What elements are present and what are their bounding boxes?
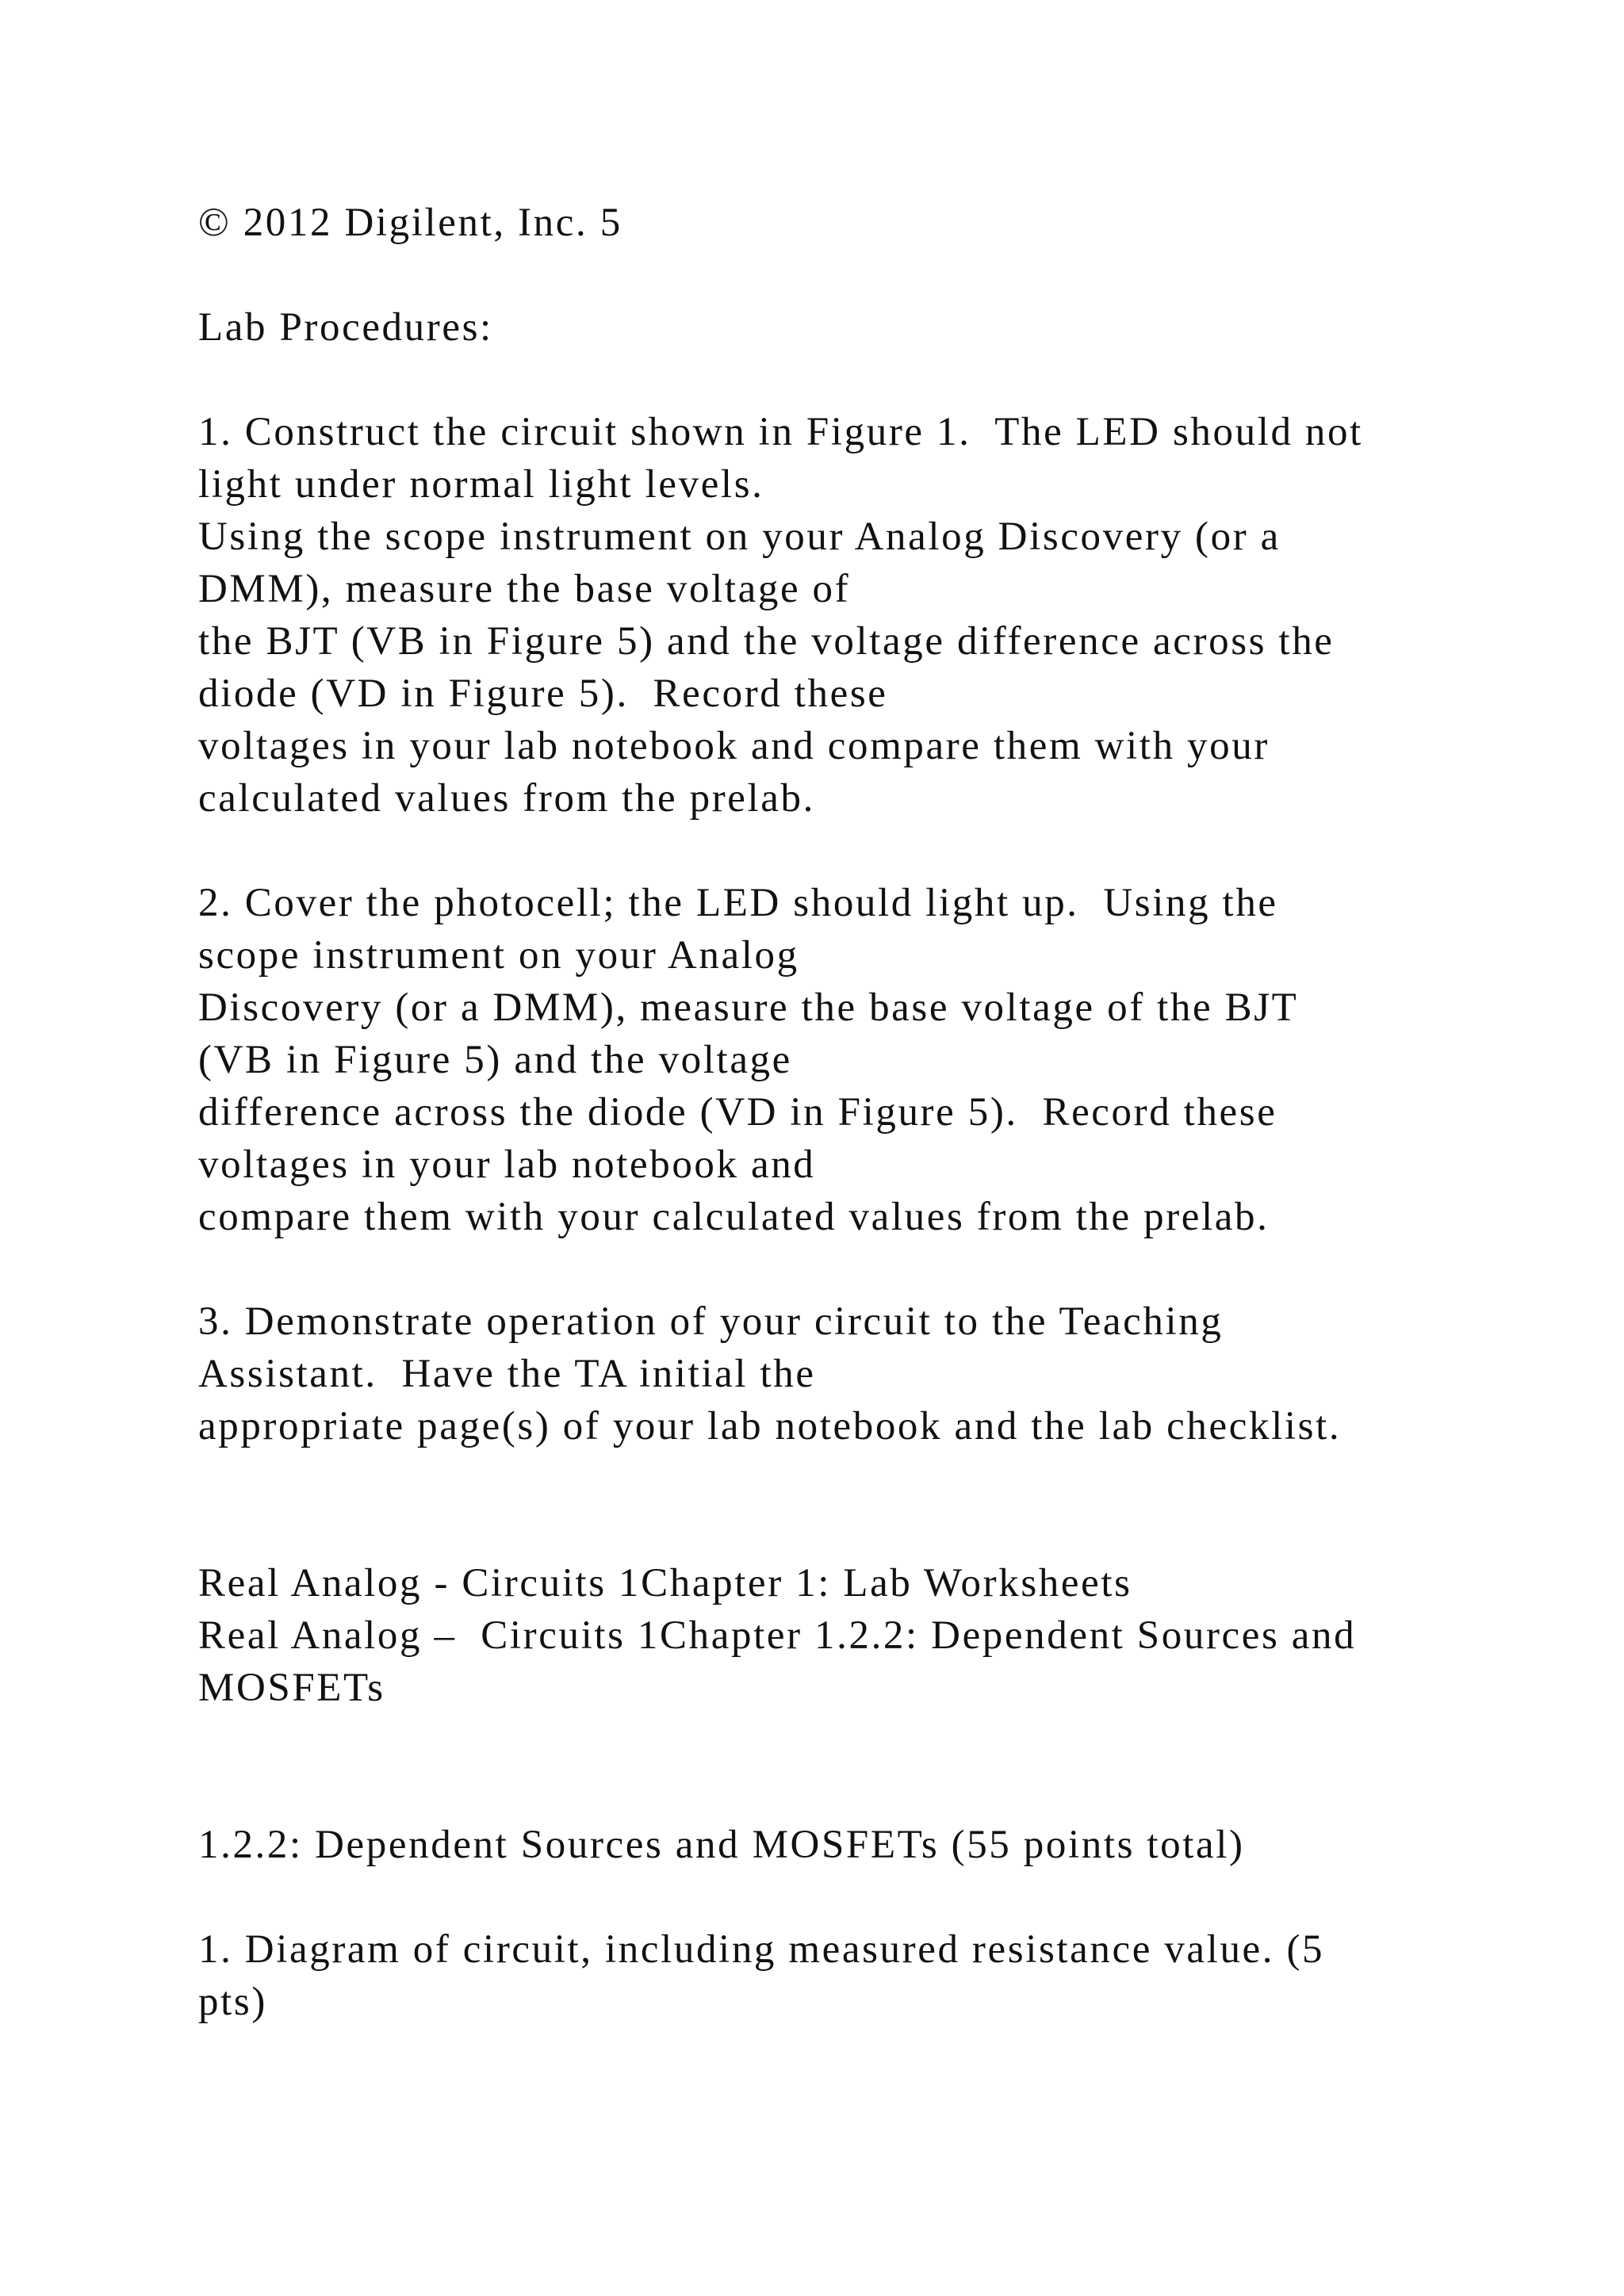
- blank-line: [198, 1505, 1507, 1557]
- step-2-line: scope instrument on your Analog: [198, 933, 799, 978]
- step-1-line: the BJT (VB in Figure 5) and the voltage difference across the: [198, 619, 1335, 664]
- step-1-line: calculated values from the prelab.: [198, 776, 815, 821]
- blank-line: [198, 249, 1507, 301]
- step-3-line: appropriate page(s) of your lab notebook and the lab checklist.: [198, 1404, 1342, 1448]
- chapter-header-line: Real Analog – Circuits 1Chapter 1.2.2: Dependent Sources and: [198, 1613, 1357, 1658]
- step-1-line: light under normal light levels.: [198, 462, 764, 507]
- step-2-line: Discovery (or a DMM), measure the base voltage of the BJT: [198, 985, 1299, 1030]
- step-2-line: voltages in your lab notebook and: [198, 1142, 816, 1187]
- blank-line: [198, 354, 1507, 406]
- step-3-line: Assistant. Have the TA initial the: [198, 1352, 816, 1396]
- copyright-line: © 2012 Digilent, Inc. 5: [198, 201, 622, 245]
- document-text: [198, 197, 1507, 2028]
- blank-line: [198, 1766, 1507, 1819]
- step-2-line: difference across the diode (VD in Figure 5). Record these: [198, 1090, 1277, 1135]
- step-1-line: 1. Construct the circuit shown in Figure 1. The LED should not: [198, 410, 1363, 454]
- step-1-line: Using the scope instrument on your Analog Discovery (or a: [198, 515, 1281, 559]
- step-2-line: (VB in Figure 5) and the voltage: [198, 1038, 792, 1082]
- chapter-header-line: Real Analog - Circuits 1Chapter 1: Lab Worksheets: [198, 1561, 1132, 1605]
- step-3-line: 3. Demonstrate operation of your circuit to the Teaching: [198, 1299, 1224, 1344]
- chapter-header-line: MOSFETs: [198, 1666, 385, 1710]
- blank-line: [198, 825, 1507, 877]
- blank-line: [198, 1452, 1507, 1505]
- worksheet-title: 1.2.2: Dependent Sources and MOSFETs (55 points total): [198, 1823, 1245, 1867]
- step-2-line: compare them with your calculated values from the prelab.: [198, 1195, 1270, 1239]
- worksheet-item-line: pts): [198, 1980, 267, 2024]
- step-1-line: voltages in your lab notebook and compare them with your: [198, 724, 1270, 768]
- blank-line: [198, 1871, 1507, 1923]
- section-heading: Lab Procedures:: [198, 305, 493, 350]
- step-2-line: 2. Cover the photocell; the LED should light up. Using the: [198, 881, 1278, 925]
- worksheet-item-line: 1. Diagram of circuit, including measured resistance value. (5: [198, 1927, 1325, 1972]
- step-1-line: diode (VD in Figure 5). Record these: [198, 672, 888, 716]
- step-1-line: DMM), measure the base voltage of: [198, 567, 851, 611]
- blank-line: [198, 1714, 1507, 1766]
- blank-line: [198, 1243, 1507, 1295]
